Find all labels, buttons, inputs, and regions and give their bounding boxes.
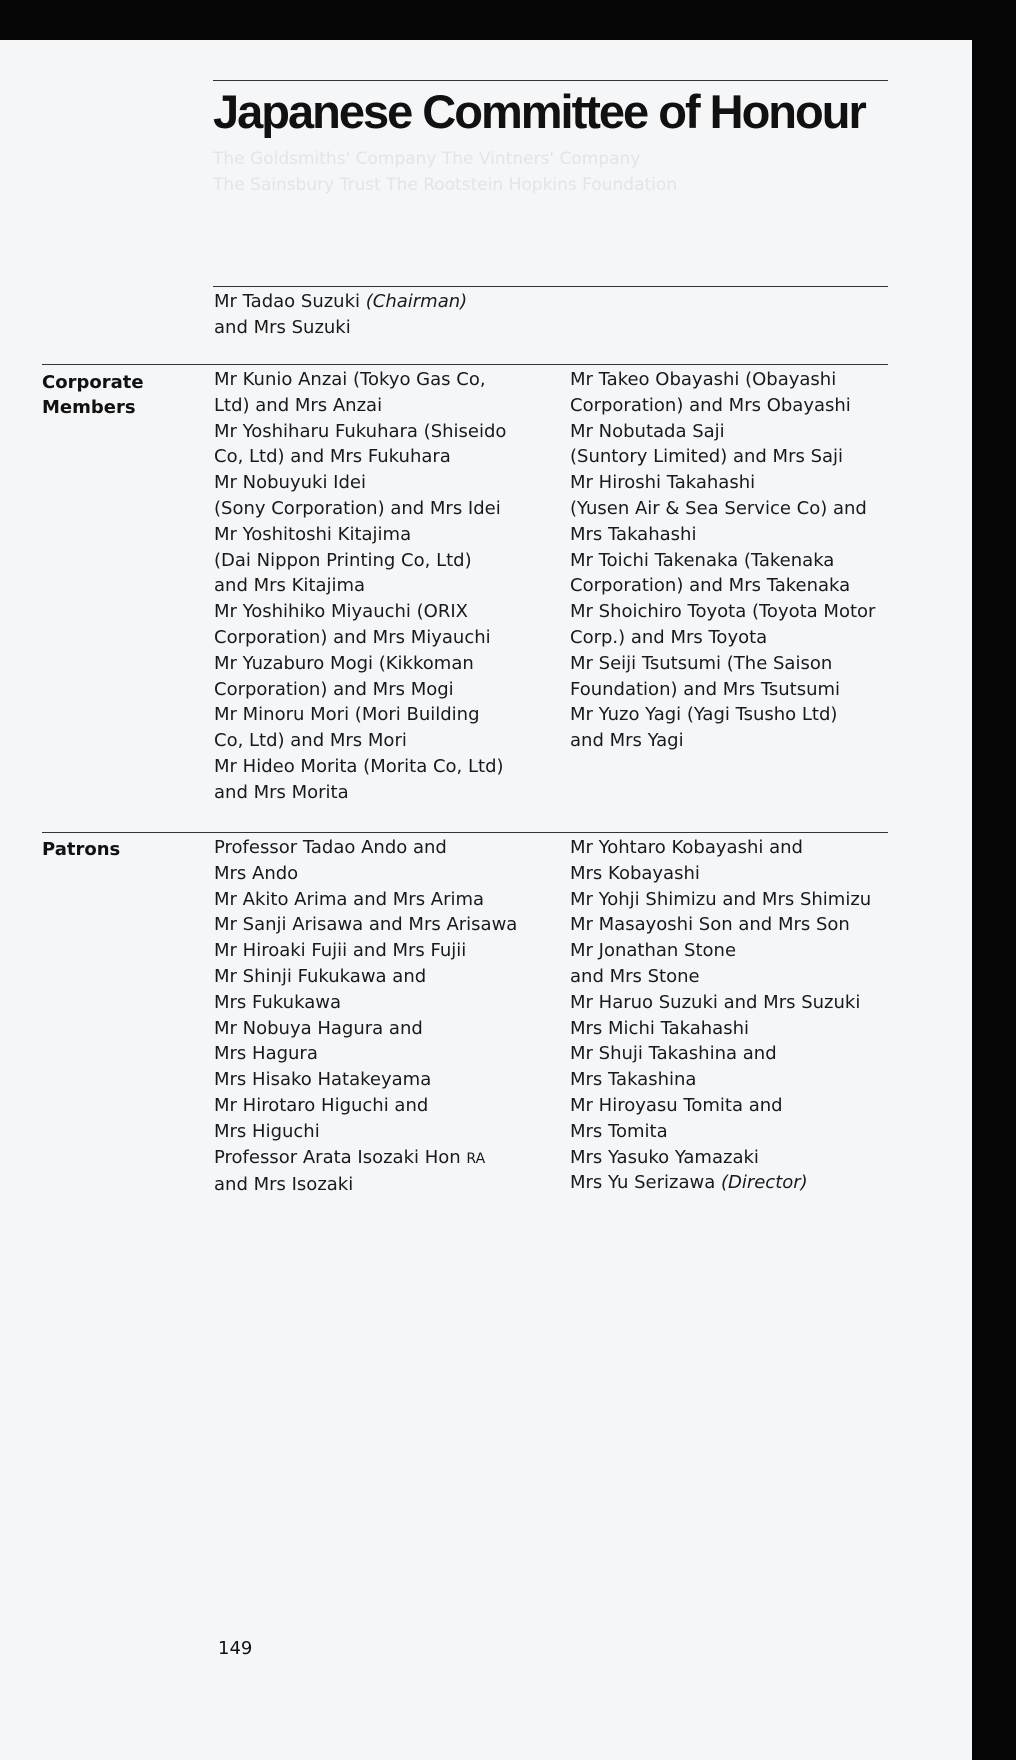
name-line: (Dai Nippon Printing Co, Ltd) [214, 549, 472, 571]
name-line: Corporation) and Mrs Takenaka [570, 575, 851, 597]
name-line: Mrs Michi Takahashi [570, 1017, 749, 1039]
corporate-members-right-column [570, 367, 875, 754]
name-line: Mr Hideo Morita (Morita Co, Ltd) [214, 755, 504, 777]
name-text: Mr Tadao Suzuki [214, 291, 366, 312]
chairman-block [214, 289, 467, 341]
postnominal: RA [466, 1150, 486, 1167]
name-line: Mr Yoshitoshi Kitajima [214, 523, 412, 545]
name-line: Ltd) and Mrs Anzai [214, 394, 383, 416]
name-line: Mr Yohji Shimizu and Mrs Shimizu [570, 888, 872, 910]
name-line: Mr Kunio Anzai (Tokyo Gas Co, [214, 369, 486, 390]
role-note: (Chairman) [365, 291, 468, 312]
name-line: Mrs Yasuko Yamazaki [570, 1146, 759, 1168]
name-text: Professor Arata Isozaki Hon [214, 1146, 467, 1168]
name-line: Mrs Ando [214, 862, 299, 884]
name-line: (Yusen Air & Sea Service Co) and [570, 497, 867, 519]
name-line: Mr Nobutada Saji [570, 420, 725, 442]
name-line: Corporation) and Mrs Miyauchi [214, 626, 491, 648]
name-line: Mr Jonathan Stone [570, 940, 737, 962]
name-line: and Mrs Kitajima [214, 575, 366, 597]
name-line: and Mrs Morita [214, 781, 349, 803]
name-line: (Suntory Limited) and Mrs Saji [570, 446, 844, 468]
name-line: Mr Shuji Takashina and [570, 1043, 777, 1065]
name-line: Professor Tadao Ando and [214, 837, 447, 858]
name-line: Mr Minoru Mori (Mori Building [214, 704, 480, 726]
name-line: Foundation) and Mrs Tsutsumi [570, 678, 841, 700]
name-line [570, 1170, 871, 1196]
section-label-corporate-members: Corporate Members [42, 372, 144, 418]
ghost-line: The Goldsmiths' Company The Vintners' Company [213, 149, 641, 169]
document-page [0, 40, 972, 1760]
name-line: Mr Seiji Tsutsumi (The Saison [570, 652, 833, 674]
ghost-line: The Sainsbury Trust The Rootstein Hopkins Foundation [213, 175, 678, 195]
name-line: Mr Hirotaro Higuchi and [214, 1094, 429, 1116]
name-line [214, 289, 467, 315]
top-rule [213, 80, 888, 81]
name-line: Co, Ltd) and Mrs Fukuhara [214, 446, 451, 468]
name-line: Mr Akito Arima and Mrs Arima [214, 888, 485, 910]
name-line: Mrs Takashina [570, 1069, 697, 1091]
name-line: Corp.) and Mrs Toyota [570, 626, 768, 648]
name-line: (Sony Corporation) and Mrs Idei [214, 497, 501, 519]
name-line: Mr Haruo Suzuki and Mrs Suzuki [570, 991, 861, 1013]
corporate-members-left-column [214, 367, 506, 806]
name-text: Mrs Yu Serizawa [570, 1172, 721, 1194]
name-line: Mr Masayoshi Son and Mrs Son [570, 914, 850, 936]
section-rule [42, 832, 888, 833]
section-rule [213, 286, 888, 287]
name-line: Mr Hiroshi Takahashi [570, 472, 756, 494]
name-line: Mrs Hisako Hatakeyama [214, 1069, 432, 1091]
page-title: Japanese Committee of Honour [213, 85, 865, 138]
name-line: Mr Yoshihiko Miyauchi (ORIX [214, 601, 468, 623]
name-line: Mr Nobuya Hagura and [214, 1017, 423, 1039]
name-line: Mr Hiroyasu Tomita and [570, 1094, 783, 1116]
name-line: Mr Takeo Obayashi (Obayashi [570, 369, 837, 390]
name-line: Mr Shinji Fukukawa and [214, 965, 427, 987]
name-line: Mr Sanji Arisawa and Mrs Arisawa [214, 914, 518, 936]
section-label-patrons: Patrons [42, 839, 121, 860]
page-number: 149 [218, 1638, 253, 1659]
name-line: Mrs Hagura [214, 1043, 318, 1065]
name-line: and Mrs Isozaki [214, 1174, 354, 1196]
patrons-left-column [214, 835, 517, 1198]
bleed-through-text [213, 146, 677, 198]
name-line [214, 1145, 517, 1173]
name-line: Mrs Fukukawa [214, 991, 341, 1013]
name-line: Corporation) and Mrs Obayashi [570, 394, 851, 416]
name-line: Mr Nobuyuki Idei [214, 472, 366, 494]
name-line: Mrs Higuchi [214, 1120, 320, 1142]
name-line: Mr Hiroaki Fujii and Mrs Fujii [214, 940, 467, 962]
name-line: Mr Yoshiharu Fukuhara (Shiseido [214, 420, 507, 442]
name-line: Mrs Takahashi [570, 523, 697, 545]
role-note: (Director) [720, 1172, 808, 1194]
name-line: Mr Yuzo Yagi (Yagi Tsusho Ltd) [570, 704, 838, 726]
name-line: Co, Ltd) and Mrs Mori [214, 730, 407, 752]
section-rule [42, 364, 888, 365]
patrons-right-column [570, 835, 871, 1196]
name-line: Mr Toichi Takenaka (Takenaka [570, 549, 835, 571]
name-line: Mr Yuzaburo Mogi (Kikkoman [214, 652, 474, 674]
name-line: Mrs Kobayashi [570, 862, 700, 884]
name-line: and Mrs Stone [570, 965, 700, 987]
name-line: and Mrs Yagi [570, 730, 684, 752]
name-line: Corporation) and Mrs Mogi [214, 678, 454, 700]
name-line: Mrs Tomita [570, 1120, 668, 1142]
name-line: Mr Shoichiro Toyota (Toyota Motor [570, 601, 876, 623]
name-line: Mr Yohtaro Kobayashi and [570, 837, 803, 858]
name-line: and Mrs Suzuki [214, 316, 351, 338]
